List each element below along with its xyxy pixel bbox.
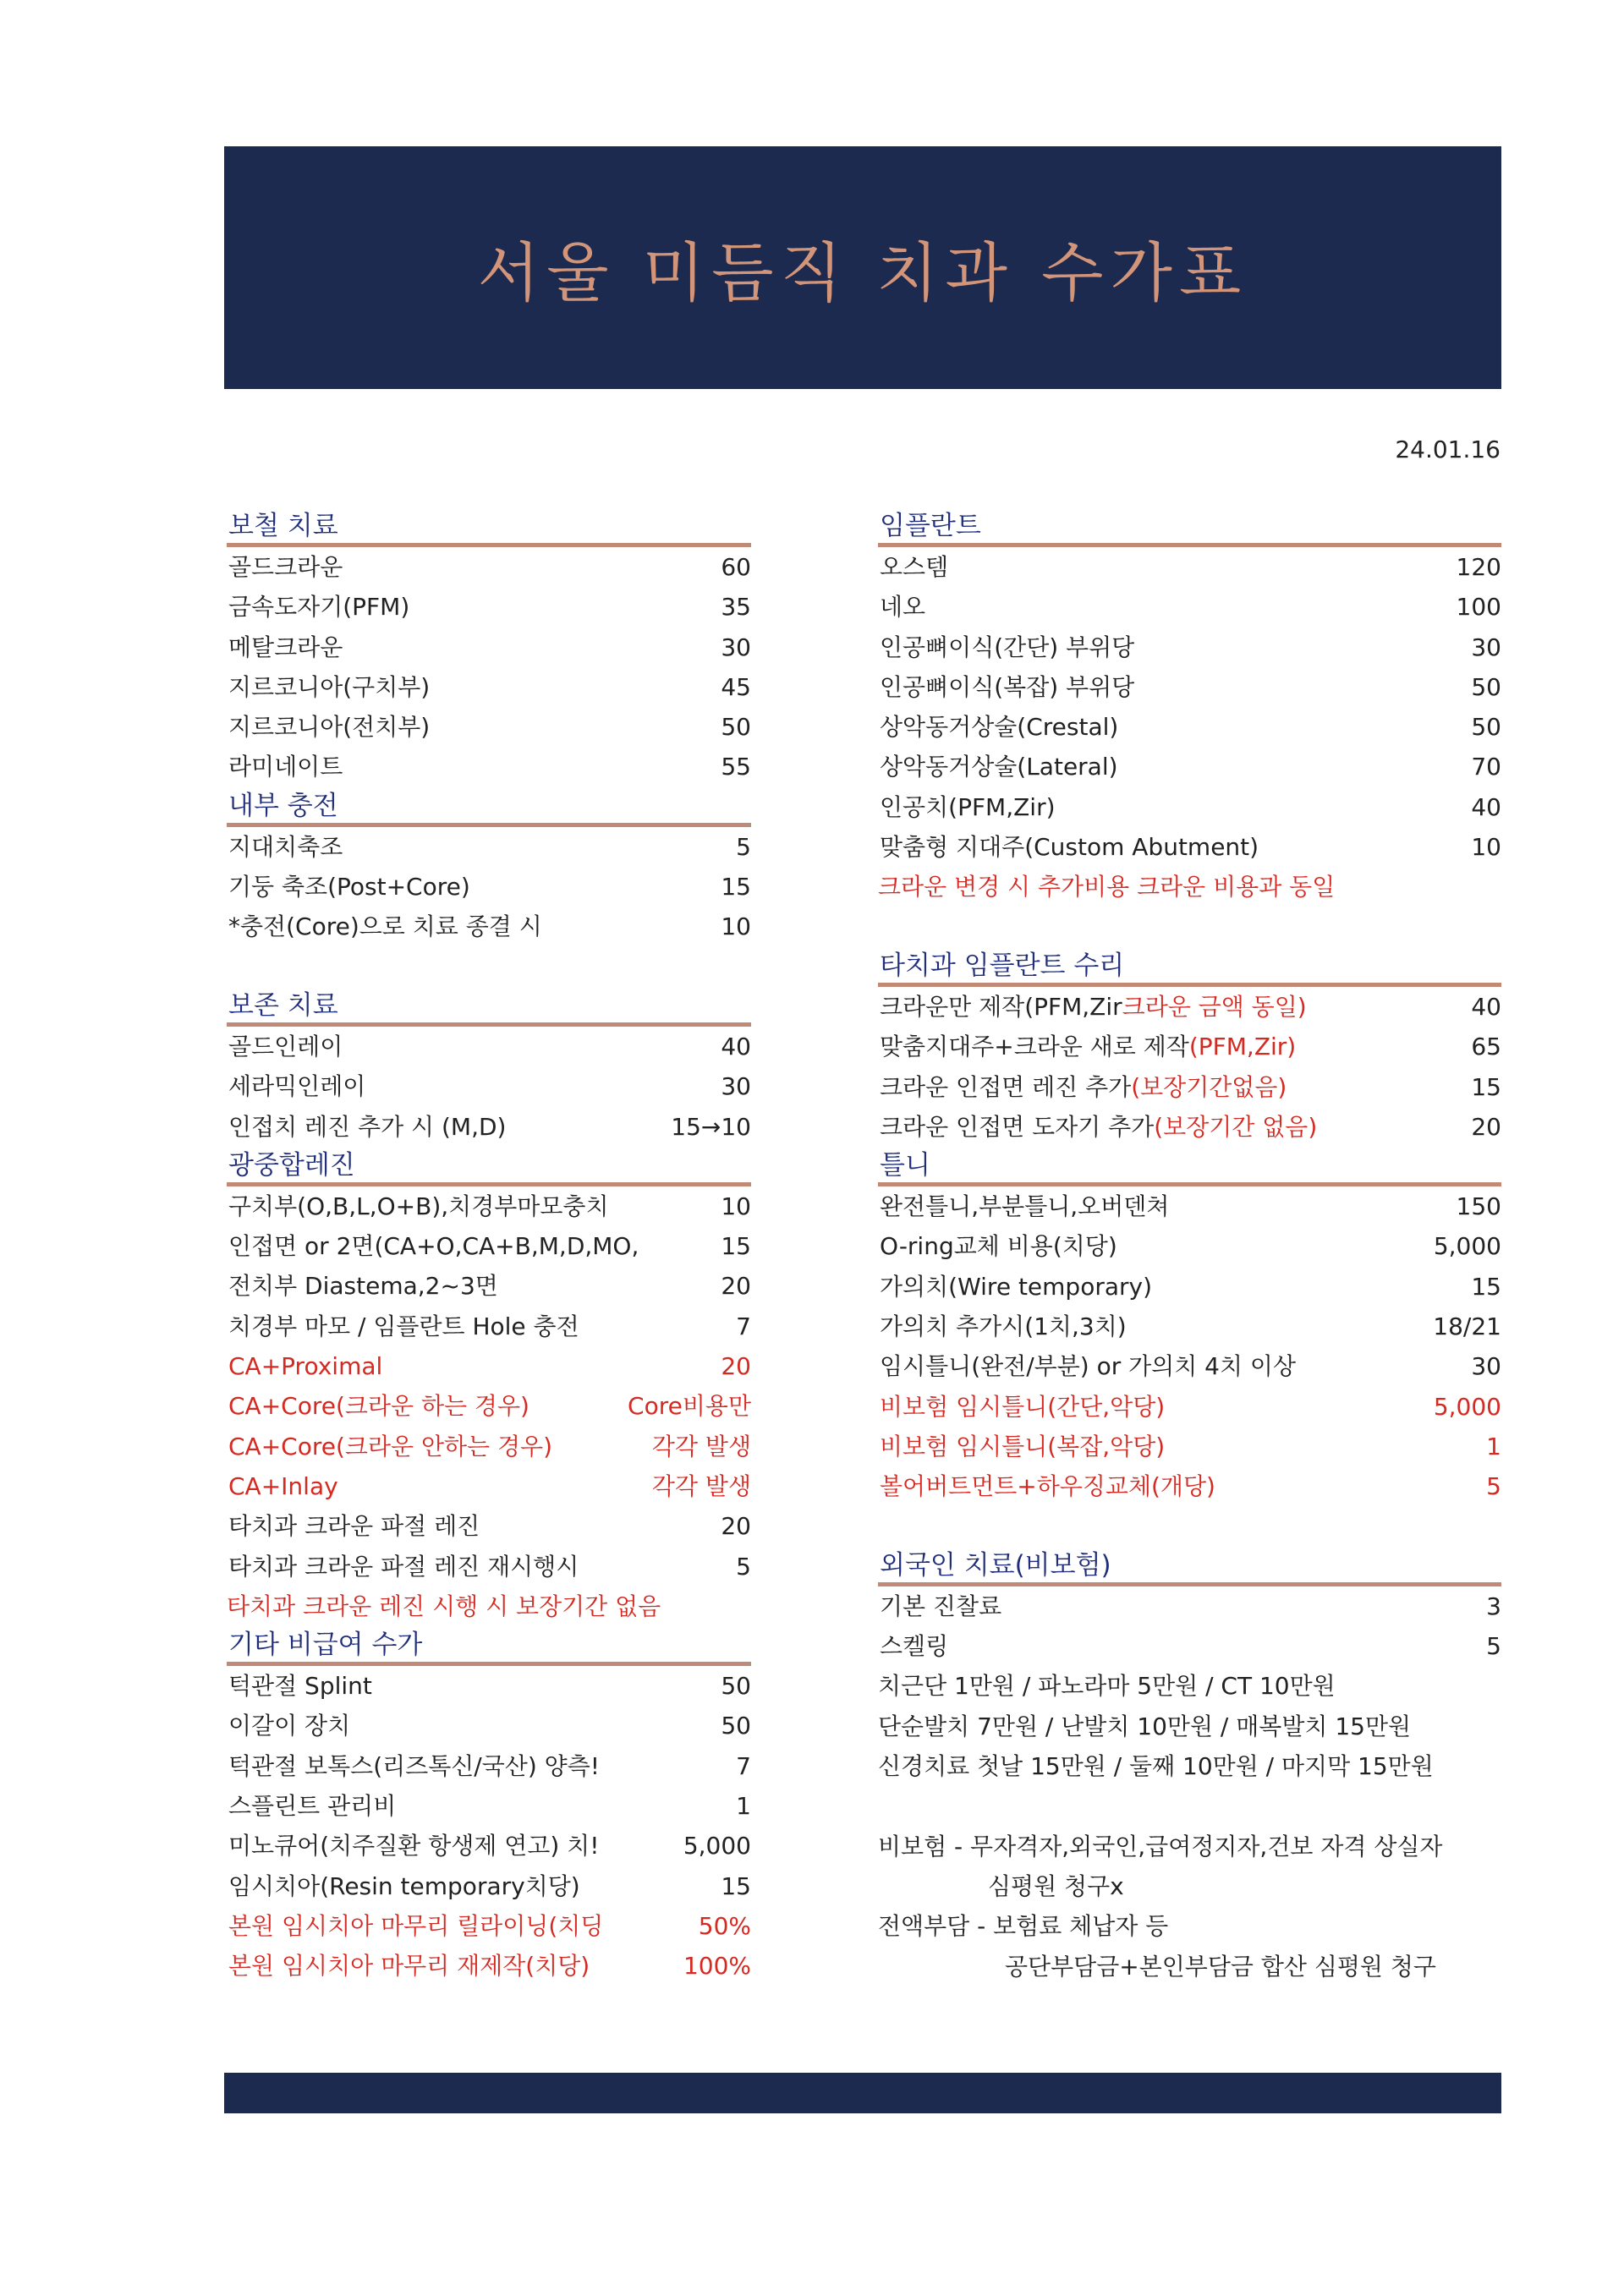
price-row-value: 20 [721,1352,751,1381]
price-row-label: 라미네이트 [228,753,343,781]
price-row-value: 각각 발생 [651,1432,751,1460]
price-row-value: 15 [721,873,751,901]
price-row [227,1746,751,1786]
price-row-label-main: 크라운 인접면 도자기 추가 [880,1112,1155,1141]
price-row-label: 인접치 레진 추가 시 (M,D) [228,1112,507,1141]
price-row [227,867,751,907]
price-row-value: 10 [1471,833,1501,862]
repair-list [878,987,1501,1147]
price-row-value: 18/21 [1433,1312,1501,1341]
price-row-label [880,987,1461,1027]
price-row-value: 15 [1471,1272,1501,1301]
price-row-value: 5 [1486,1632,1501,1661]
price-row-label: 골드인레이 [228,1032,343,1060]
price-row [878,707,1501,747]
price-row-label: 비보험 임시틀니(간단,악당) [880,1392,1166,1421]
price-row [227,1386,751,1426]
price-row-value: Core비용만 [628,1392,751,1421]
implant-crown-note: 크라운 변경 시 추가비용 크라운 비용과 동일 [878,873,1336,901]
price-row-value: 15 [721,1232,751,1261]
foreign-line-3: 신경치료 첫날 15만원 / 둘째 10만원 / 마지막 15만원 [878,1752,1434,1781]
price-row-value: 7 [736,1751,751,1780]
price-row-label: 볼어버트먼트+하우징교체(개당) [880,1472,1215,1501]
price-row [878,1387,1501,1427]
price-row-label: 본원 임시치아 마무리 재제작(치당) [228,1952,590,1981]
price-row-label: 골드크라운 [228,553,343,581]
price-row-value: 5,000 [1433,1232,1501,1261]
price-row-label: 완전틀니,부분틀니,오버덴쳐 [880,1192,1170,1221]
price-row-label-note: 크라운 금액 동일) [1122,992,1307,1021]
price-row [227,1547,751,1586]
section-heading-foreign: 외국인 치료(비보험) [878,1547,1501,1586]
price-row [878,1267,1501,1307]
foreign-list [878,1586,1501,1667]
price-row [227,547,751,587]
price-row-value: 40 [1471,792,1501,821]
price-row [227,1346,751,1386]
price-row-value: 3 [1486,1592,1501,1620]
price-row-label: 세라믹인레이 [228,1072,366,1101]
right-column [878,507,1501,1986]
implant-list [878,547,1501,867]
section-heading-core: 내부 충전 [227,787,751,827]
price-row-label-note: (보장기간없음) [1131,1072,1287,1101]
price-row-value: 30 [721,1072,751,1101]
price-row-value: 120 [1456,553,1501,581]
price-row-value: 35 [721,593,751,622]
foreign-note-1: 비보험 - 무자격자,외국인,급여정지자,건보 자격 상실자 [878,1832,1443,1860]
price-row-label: 네오 [880,593,926,622]
price-row [227,1786,751,1826]
price-row-value: 10 [721,912,751,941]
spacer [878,1507,1501,1547]
price-row [878,587,1501,627]
footer-bar [224,2073,1501,2113]
section-heading-implant: 임플란트 [878,507,1501,547]
spacer [227,947,751,987]
price-row [878,1427,1501,1466]
price-row-value: 55 [721,753,751,781]
price-row [227,747,751,786]
price-row-value: 5 [1486,1472,1501,1501]
spacer [878,1786,1501,1826]
price-row-label: *충전(Core)으로 치료 종결 시 [228,912,542,941]
price-row-label: 미노큐어(치주질환 항생제 연고) 치! [228,1832,600,1860]
price-row-value: 5,000 [683,1832,751,1860]
price-row-label-main: 크라운만 제작(PFM,Zir [880,992,1122,1021]
price-row-value: 5,000 [1433,1392,1501,1421]
price-row [878,787,1501,827]
price-row-label: 임시치아(Resin temporary치당) [228,1871,580,1900]
price-row-value: 100% [683,1952,751,1981]
price-row-label: 상악동거상술(Crestal) [880,713,1119,742]
price-row [227,667,751,707]
price-row-label: CA+Core(크라운 하는 경우) [228,1392,529,1421]
price-row-label: 타치과 크라운 파절 레진 [228,1512,480,1541]
price-row [227,907,751,946]
price-row-label: 맞춤형 지대주(Custom Abutment) [880,833,1259,862]
price-row-label: 턱관절 보톡스(리즈톡신/국산) 양측! [228,1751,600,1780]
section-heading-denture: 틀니 [878,1147,1501,1186]
section-heading-repair: 타치과 임플란트 수리 [878,947,1501,987]
price-row-value: 7 [736,1312,751,1340]
foreign-line-2: 단순발치 7만원 / 난발치 10만원 / 매복발치 15만원 [878,1712,1412,1740]
price-row-value: 65 [1471,1033,1501,1061]
price-row [878,1027,1501,1066]
foreign-line-1: 치근단 1만원 / 파노라마 5만원 / CT 10만원 [878,1672,1336,1701]
price-row [227,707,751,747]
price-row-label: 이갈이 장치 [228,1712,351,1740]
price-row-label-main: 맞춤지대주+크라운 새로 제작 [880,1033,1189,1061]
price-row-label: 턱관절 Splint [228,1672,372,1701]
price-row-label: 스켈링 [880,1632,949,1661]
price-row-label: 기둥 축조(Post+Core) [228,873,470,901]
price-row [227,587,751,627]
price-row-label: 가의치 추가시(1치,3치) [880,1312,1127,1341]
price-row [227,1427,751,1466]
price-row [227,1186,751,1226]
price-row-label: 임시틀니(완전/부분) or 가의치 4치 이상 [880,1352,1297,1381]
price-row [878,987,1501,1027]
price-row [878,1307,1501,1346]
price-row-label: 상악동거상술(Lateral) [880,753,1118,781]
core-list [227,827,751,947]
section-heading-resin: 광중합레진 [227,1147,751,1186]
price-row-value: 30 [1471,1352,1501,1381]
price-row-label-main: 크라운 인접면 레진 추가 [880,1072,1132,1101]
price-row-label: 인접면 or 2면(CA+O,CA+B,M,D,MO, [228,1232,639,1261]
price-row-label: CA+Core(크라운 안하는 경우) [228,1432,553,1460]
price-row [878,747,1501,786]
price-row-label: 전치부 Diastema,2~3면 [228,1272,498,1301]
price-row [878,1107,1501,1147]
price-row-value: 45 [721,672,751,701]
foreign-note-2: 심평원 청구x [988,1871,1124,1900]
price-row [227,1066,751,1106]
price-row [227,1466,751,1506]
price-row-value: 40 [1471,992,1501,1021]
price-row-value: 5 [736,1552,751,1581]
price-row-label: 타치과 크라운 파절 레진 재시행시 [228,1552,579,1581]
section-heading-prosthetic: 보철 치료 [227,507,751,547]
price-row-label: 기본 진찰료 [880,1592,1002,1620]
price-row-value: 10 [721,1192,751,1220]
price-row-label: 지대치축조 [228,832,343,861]
price-row [878,547,1501,587]
issue-date: 24.01.16 [1395,436,1501,463]
price-row-value: 50 [721,1672,751,1701]
price-row [227,1107,751,1147]
price-row-label: CA+Proximal [228,1352,383,1381]
price-row-value: 각각 발생 [651,1471,751,1500]
price-row-label: 본원 임시치아 마무리 릴라이닝(치딩 [228,1911,604,1940]
price-row [878,1586,1501,1626]
price-row-value: 50 [721,713,751,742]
price-row-label [880,1067,1461,1107]
price-row [878,667,1501,707]
price-row-label: 인공뼈이식(복잡) 부위당 [880,672,1135,701]
price-row-label: 스플린트 관리비 [228,1792,397,1821]
price-row [878,1067,1501,1107]
spacer [878,907,1501,947]
resin-warning-note: 타치과 크라운 레진 시행 시 보장기간 없음 [227,1592,661,1620]
price-row-value: 50 [1471,672,1501,701]
price-row [227,827,751,867]
price-row-value: 100 [1456,593,1501,622]
price-row [227,1266,751,1306]
price-row-value: 15 [1471,1072,1501,1101]
price-row-value: 50 [721,1712,751,1740]
price-row-label: 지르코니아(전치부) [228,713,431,742]
price-row-label: 치경부 마모 / 임플란트 Hole 충전 [228,1312,579,1340]
price-row [227,1666,751,1706]
price-row-label: 메탈크라운 [228,633,343,661]
price-row-value: 30 [1471,633,1501,661]
price-row [878,827,1501,867]
price-row [878,1186,1501,1226]
price-row [878,1226,1501,1266]
price-row [878,1346,1501,1386]
price-row [227,1307,751,1346]
price-row-label-note: (PFM,Zir) [1188,1033,1297,1061]
price-row [878,1626,1501,1666]
price-row-value: 1 [736,1792,751,1821]
price-row-value: 15 [721,1871,751,1900]
prosthetic-list [227,547,751,787]
price-row-label: 인공뼈이식(간단) 부위당 [880,633,1135,661]
price-row-label: CA+Inlay [228,1471,338,1500]
resin-list [227,1186,751,1586]
price-row-label [880,1107,1461,1147]
price-row-label: 지르코니아(구치부) [228,672,431,701]
price-row-label: 가의치(Wire temporary) [880,1272,1153,1301]
price-row [227,1946,751,1986]
conservative-list [227,1027,751,1147]
price-row-value: 70 [1471,753,1501,781]
price-row [227,1826,751,1866]
price-row-label: 오스템 [880,553,949,581]
price-row-value: 5 [736,832,751,861]
left-column [227,507,751,1986]
price-row-value: 20 [1471,1112,1501,1141]
price-row-value: 50 [1471,713,1501,742]
price-row-label: 구치부(O,B,L,O+B),치경부마모충치 [228,1192,609,1220]
price-row-value: 20 [721,1512,751,1541]
price-row [878,1466,1501,1506]
price-row-value: 1 [1486,1432,1501,1460]
price-row-label: 비보험 임시틀니(복잡,악당) [880,1432,1166,1460]
price-row-value: 150 [1456,1192,1501,1221]
price-row [227,1226,751,1266]
price-row-label: 인공치(PFM,Zir) [880,792,1056,821]
price-row-value: 15→10 [671,1112,751,1141]
price-row-value: 60 [721,553,751,581]
price-row [227,1027,751,1066]
price-row-value: 50% [698,1911,751,1940]
price-row [227,1706,751,1745]
page-title: 서울 미듬직 치과 수가표 [477,235,1248,310]
price-row-value: 40 [721,1032,751,1060]
foreign-note-4: 공단부담금+본인부담금 합산 심평원 청구 [1005,1952,1436,1981]
foreign-note-3: 전액부담 - 보험료 체납자 등 [878,1912,1169,1941]
section-heading-other: 기타 비급여 수가 [227,1626,751,1666]
price-row [227,1866,751,1906]
price-row-label-note: (보장기간 없음) [1154,1112,1318,1141]
price-row-label: O-ring교체 비용(치당) [880,1232,1117,1261]
price-row-label: 금속도자기(PFM) [228,593,410,622]
price-row-value: 30 [721,633,751,661]
price-row [227,627,751,667]
price-row [878,627,1501,667]
price-row-value: 20 [721,1272,751,1301]
price-row [227,1906,751,1946]
other-list [227,1666,751,1986]
denture-list [878,1186,1501,1506]
price-row [227,1506,751,1546]
section-heading-conservative: 보존 치료 [227,987,751,1027]
title-banner [224,146,1501,389]
price-row-label [880,1027,1461,1066]
